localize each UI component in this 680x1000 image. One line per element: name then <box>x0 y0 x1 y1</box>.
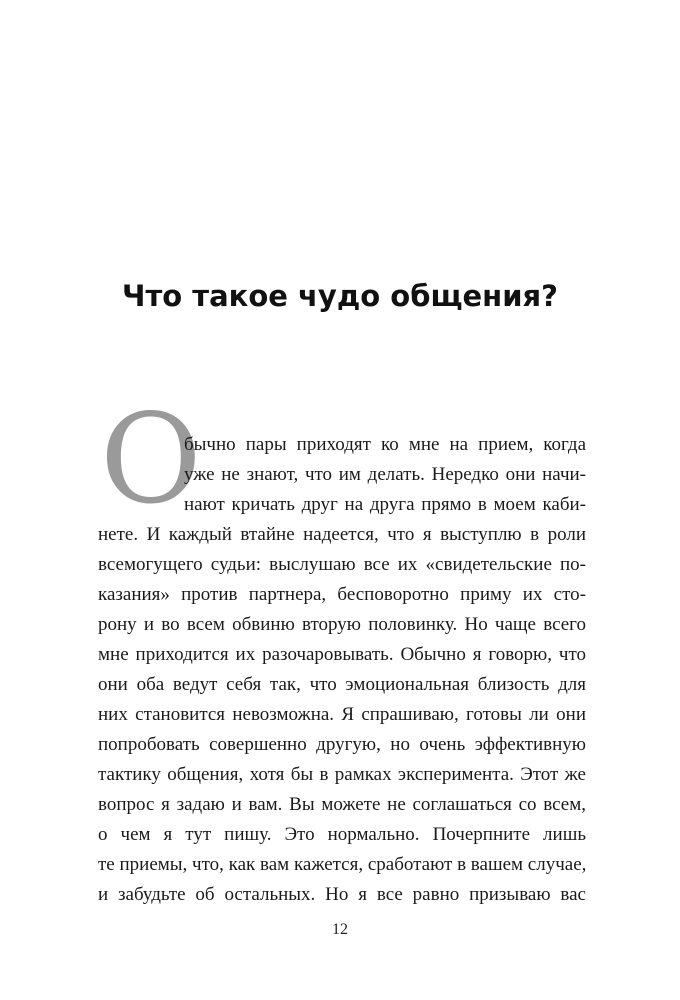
text-line: казания» против партнера, бесповоротно приму их сто- <box>98 584 586 605</box>
drop-cap-letter: О <box>100 388 202 532</box>
text-line: нете. И каждый втайне надеется, что я выступлю в роли <box>98 524 586 545</box>
chapter-title: Что такое чудо общения? <box>122 279 558 313</box>
text-line: попробовать совершенно другую, но очень эффективную <box>98 734 586 755</box>
text-line: нают кричать друг на друга прямо в моем каби- <box>184 494 586 515</box>
text-line: рону и во всем обвиню вторую половинку. Но чаще всего <box>98 614 586 635</box>
text-line: мне приходится их разочаровывать. Обычно я говорю, что <box>98 644 586 665</box>
text-line: них становится невозможна. Я спрашиваю, готовы ли они <box>98 704 586 725</box>
text-line: и забудьте об остальных. Но я все равно призываю вас <box>98 884 586 905</box>
text-line: тактику общения, хотя бы в рамках эксперимента. Этот же <box>98 764 586 785</box>
text-line: уже не знают, что им делать. Нередко они начи- <box>184 464 586 485</box>
text-line: те приемы, что, как вам кажется, сработают в вашем случае, <box>98 854 586 875</box>
text-line: они оба ведут себя так, что эмоциональная близость для <box>98 674 586 695</box>
text-line: всемогущего судьи: выслушаю все их «свидетельские по- <box>98 554 586 575</box>
text-line: бычно пары приходят ко мне на прием, когда <box>184 434 586 455</box>
text-line: о чем я тут пишу. Это нормально. Почерпните лишь <box>98 824 586 845</box>
page-number: 12 <box>332 921 348 938</box>
text-line: вопрос я задаю и вам. Вы можете не соглашаться со всем, <box>98 794 586 815</box>
